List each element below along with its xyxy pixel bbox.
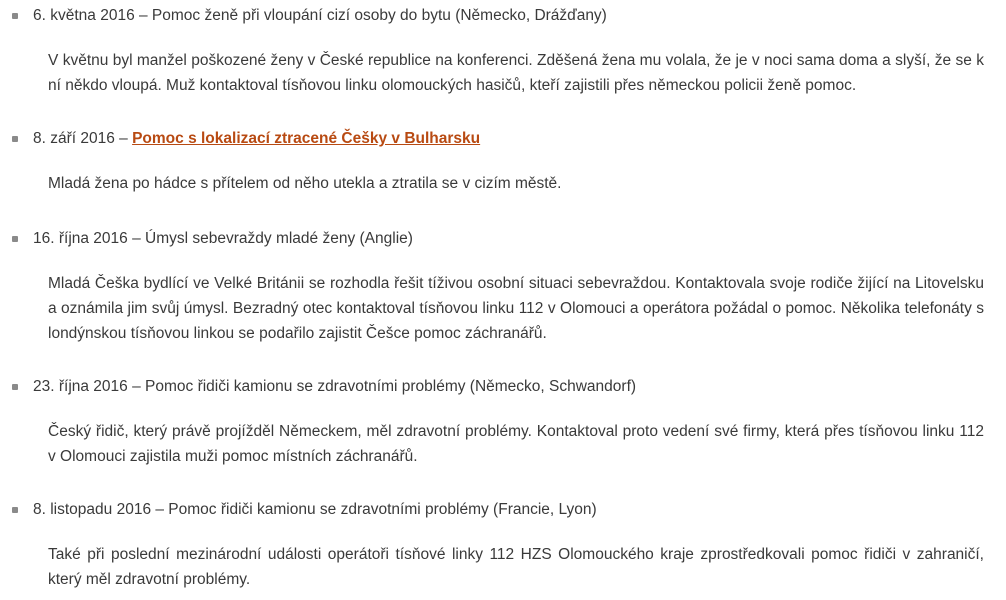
entry-heading: 16. října 2016 – Úmysl sebevraždy mladé ženy (Anglie)	[33, 230, 413, 247]
bullet-icon	[12, 136, 18, 142]
list-item	[0, 229, 1006, 346]
entry-link[interactable]: Pomoc s lokalizací ztracené Češky v Bulharsku	[132, 130, 481, 147]
entry-heading: 6. května 2016 – Pomoc ženě při vloupání cizí osoby do bytu (Německo, Drážďany)	[33, 7, 607, 24]
list-item	[0, 129, 1006, 196]
entry-heading: 8. listopadu 2016 – Pomoc řidiči kamionu se zdravotními problémy (Francie, Lyon)	[33, 501, 597, 518]
entry-description: Mladá Češka bydlící ve Velké Británii se rozhodla řešit tíživou osobní situaci sebevraždou. Kontaktovala svoje rodiče žijící na Litovelsku a oznámila jim svůj úmysl. Bezradný otec kontaktoval tísňovou linku 112 v Olomouci a operátora požádal o pomoc. Několika telefonáty s londýnskou tísňovou linkou se podařilo zajistit Češce pomoc záchranářů.	[48, 275, 984, 342]
entry-date: 8. září 2016 –	[33, 130, 133, 147]
list-item	[0, 377, 1006, 469]
entry-description: Také při poslední mezinárodní události operátoři tísňové linky 112 HZS Olomouckého kraje zprostředkovali pomoc řidiči v zahraničí, který měl zdravotní problémy.	[48, 546, 984, 588]
entry-description: Český řidič, který právě projížděl Německem, měl zdravotní problémy. Kontaktoval proto vedení své firmy, která přes tísňovou linku 112 v Olomouci zajistila muži pomoc místních záchranářů.	[48, 423, 984, 465]
entry-description: V květnu byl manžel poškozené ženy v České republice na konferenci. Zděšená žena mu volala, že je v noci sama doma a slyší, že se k ní někdo vloupá. Muž kontaktoval tísňovou linku olomouckých hasičů, kteří zajistili přes německou policii ženě pomoc.	[48, 52, 984, 94]
list-item	[0, 6, 1006, 98]
bullet-icon	[12, 236, 18, 242]
list-item	[0, 500, 1006, 592]
entry-heading	[33, 129, 984, 149]
entry-description: Mladá žena po hádce s přítelem od něho utekla a ztratila se v cizím městě.	[48, 175, 562, 192]
bullet-icon	[12, 507, 18, 513]
bullet-icon	[12, 13, 18, 19]
bullet-icon	[12, 384, 18, 390]
entry-heading: 23. října 2016 – Pomoc řidiči kamionu se zdravotními problémy (Německo, Schwandorf)	[33, 378, 637, 395]
